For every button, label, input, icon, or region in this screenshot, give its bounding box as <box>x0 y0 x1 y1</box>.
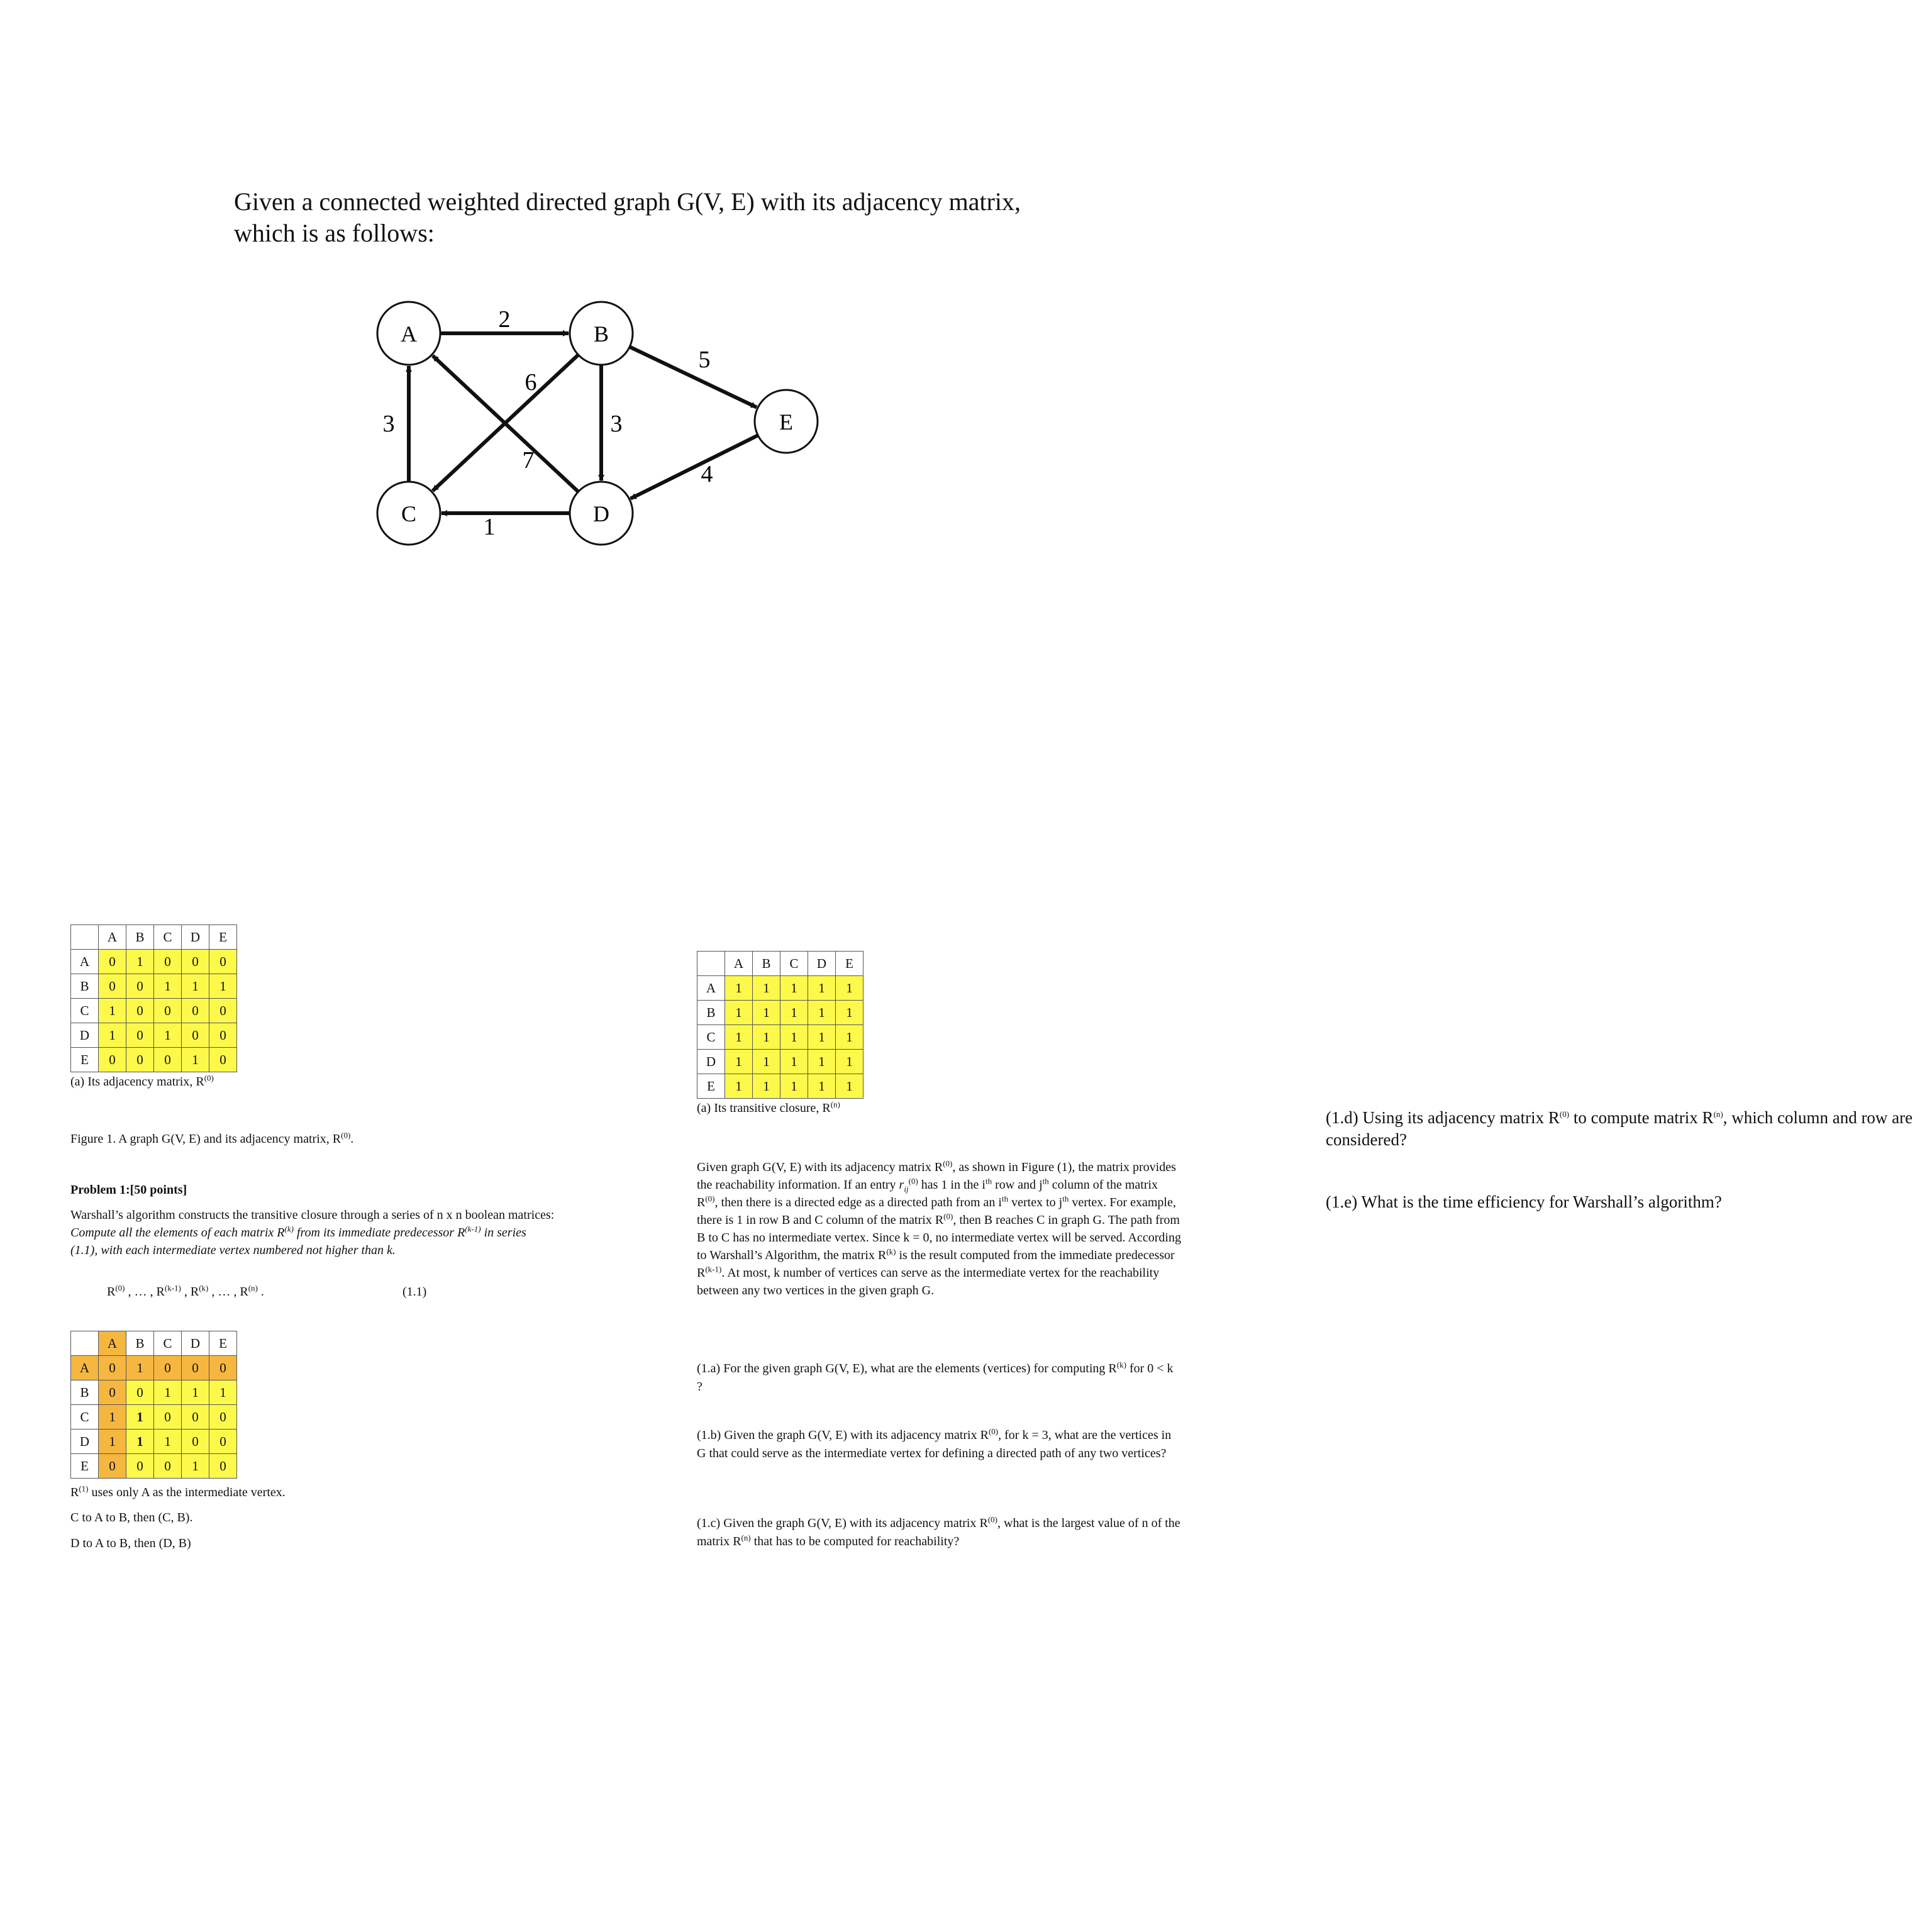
matrix-rn-block <box>697 951 863 1116</box>
matrix-cell: 0 <box>99 1048 126 1072</box>
column-header: C <box>154 1331 182 1356</box>
matrix-row <box>71 1454 237 1479</box>
matrix-cell: 0 <box>209 1023 237 1048</box>
matrix-cell: 0 <box>154 1356 182 1380</box>
matrix-cell: 1 <box>182 974 209 999</box>
intro-line-2: which is as follows: <box>234 219 435 247</box>
column-header: A <box>99 925 126 950</box>
matrix-cell: 1 <box>836 976 863 1001</box>
matrix-cell: 1 <box>780 1050 808 1074</box>
matrix-cell: 1 <box>780 976 808 1001</box>
matrix-cell: 0 <box>126 1380 154 1405</box>
column-header: A <box>99 1331 126 1356</box>
matrix-cell: 0 <box>126 999 154 1023</box>
matrix-cell: 0 <box>154 1454 182 1479</box>
matrix-cell: 0 <box>209 1356 237 1380</box>
row-header: D <box>71 1023 99 1048</box>
node-label: D <box>593 501 609 526</box>
matrix-cell: 1 <box>836 1050 863 1074</box>
matrix-cell: 1 <box>99 999 126 1023</box>
edge-weight-label: 5 <box>698 347 711 373</box>
matrix-cell: 1 <box>780 1001 808 1025</box>
matrix-cell: 1 <box>182 1048 209 1072</box>
matrix-cell: 1 <box>808 1074 836 1099</box>
row-header: A <box>697 976 725 1001</box>
matrix-r1-line-2: D to A to B, then (D, B) <box>70 1536 191 1550</box>
matrix-cell: 0 <box>126 974 154 999</box>
matrix-cell: 1 <box>126 1405 154 1430</box>
matrix-cell: 0 <box>99 1356 126 1380</box>
matrix-cell: 0 <box>182 950 209 974</box>
node-label: C <box>401 501 417 526</box>
matrix-cell: 0 <box>154 999 182 1023</box>
question-1d: (1.d) Using its adjacency matrix $R^{(0)}$ to compute matrix $R^{(n)}$, which column and row are considered? <box>1326 1108 1913 1149</box>
column-header: E <box>209 925 237 950</box>
matrix-cell: 0 <box>209 1048 237 1072</box>
matrix-cell: 1 <box>725 1050 753 1074</box>
row-header: C <box>697 1025 725 1050</box>
column-header: E <box>836 952 863 976</box>
directed-graph <box>352 289 855 566</box>
matrix-r1 <box>70 1331 237 1479</box>
row-header: C <box>71 1405 99 1430</box>
matrix-row <box>71 950 237 974</box>
matrix-r1-block <box>70 1331 286 1552</box>
column-header: D <box>808 952 836 976</box>
matrix-cell: 0 <box>209 1430 237 1454</box>
matrix-cell: 1 <box>725 1025 753 1050</box>
matrix-cell: 1 <box>154 1430 182 1454</box>
matrix-row <box>697 976 863 1001</box>
matrix-cell: 1 <box>99 1430 126 1454</box>
matrix-rn-caption: (a) Its transitive closure, $R^{(n)}$ <box>697 1099 840 1115</box>
matrix-cell: 1 <box>808 1050 836 1074</box>
matrix-cell: 0 <box>99 1380 126 1405</box>
column-header: B <box>126 925 154 950</box>
matrix-cell: 1 <box>753 1050 780 1074</box>
column-header: A <box>725 952 753 976</box>
matrix-row <box>71 1430 237 1454</box>
row-header: B <box>71 974 99 999</box>
transitive-closure-matrix <box>697 951 863 1099</box>
series-label: (1.1) <box>402 1285 427 1299</box>
matrix-row <box>71 974 237 999</box>
matrix-cell: 0 <box>182 1023 209 1048</box>
matrix-row <box>71 999 237 1023</box>
matrix-cell: 0 <box>182 1356 209 1380</box>
adjacency-matrix-r0 <box>70 924 237 1072</box>
matrix-row <box>71 1048 237 1072</box>
matrix-cell: 1 <box>154 1023 182 1048</box>
matrix-cell: 0 <box>209 999 237 1023</box>
matrix-cell: 0 <box>154 950 182 974</box>
matrix-cell: 1 <box>780 1025 808 1050</box>
matrix-cell: 1 <box>209 974 237 999</box>
matrix-cell: 1 <box>99 1023 126 1048</box>
edge-weight-label: 4 <box>701 461 713 487</box>
edge-weight-label: 6 <box>525 369 537 396</box>
matrix-row <box>71 1405 237 1430</box>
matrix-r1-note: $R^{(1)}$ uses only A as the intermediate vertex. <box>70 1484 286 1499</box>
graph-nodes <box>377 302 818 545</box>
matrix-row <box>697 1025 863 1050</box>
row-header: A <box>71 950 99 974</box>
matrix-cell: 0 <box>154 1405 182 1430</box>
matrix-cell: 0 <box>182 1430 209 1454</box>
column-header: B <box>753 952 780 976</box>
problem-description: Warshall’s algorithm constructs the transitive closure through a series of n x n boolean matrices: Compute all the elements of each matrix $R^{(k)}$ from its immediate predecessor $R^{(k-1)}$ in series (1.1), with each intermediate vertex numbered not higher than k. <box>70 1208 555 1257</box>
matrix-cell: 0 <box>126 1048 154 1072</box>
node-label: A <box>401 321 417 347</box>
matrix-cell: 1 <box>182 1380 209 1405</box>
matrix-row <box>71 1380 237 1405</box>
matrix-cell: 0 <box>126 1023 154 1048</box>
matrix-cell: 1 <box>209 1380 237 1405</box>
intro-line-1: Given a connected weighted directed graph G(V, E) with its adjacency matrix, <box>234 187 1021 216</box>
edge-e-d <box>631 435 758 499</box>
edge-weight-label: 1 <box>483 514 496 540</box>
matrix-cell: 0 <box>182 1405 209 1430</box>
matrix-cell: 0 <box>99 950 126 974</box>
matrix-cell: 0 <box>209 1405 237 1430</box>
edge-b-e <box>630 347 757 407</box>
row-header: C <box>71 999 99 1023</box>
matrix-row <box>71 1023 237 1048</box>
matrix-r1-line-1: C to A to B, then (C, B). <box>70 1511 193 1524</box>
matrix-cell: 1 <box>808 1025 836 1050</box>
row-header: E <box>71 1048 99 1072</box>
question-1c: (1.c) Given the graph G(V, E) with its adjacency matrix $R^{(0)}$, what is the largest value of n of the matrix $R^{(n)}$ that has to be computed for reachability? <box>697 1514 1180 1548</box>
row-header: E <box>697 1074 725 1099</box>
matrix-corner <box>697 952 725 976</box>
row-header: B <box>71 1380 99 1405</box>
column-header: D <box>182 1331 209 1356</box>
series-expression: $R^{(0)}$ , … , $R^{(k-1)}$ , $R^{(k)}$ , … , $R^{(n)}$ . <box>107 1283 264 1299</box>
matrix-cell: 0 <box>99 1454 126 1479</box>
edge-weight-label: 7 <box>522 447 535 474</box>
problem-title: Problem 1:[50 points] <box>70 1183 187 1197</box>
edge-weight-label: 2 <box>498 306 511 333</box>
node-label: B <box>593 321 609 347</box>
matrix-cell: 1 <box>753 1025 780 1050</box>
figure-caption: Figure 1. A graph G(V, E) and its adjacency matrix, $R^{(0)}$. <box>70 1130 354 1146</box>
matrix-cell: 0 <box>182 999 209 1023</box>
matrix-cell: 1 <box>808 976 836 1001</box>
matrix-row <box>697 1074 863 1099</box>
matrix-cell: 1 <box>753 1074 780 1099</box>
column-header: C <box>780 952 808 976</box>
matrix-cell: 0 <box>99 974 126 999</box>
matrix-r0-caption: (a) Its adjacency matrix, $R^{(0)}$ <box>70 1073 214 1089</box>
matrix-cell: 1 <box>154 974 182 999</box>
matrix-cell: 1 <box>753 976 780 1001</box>
matrix-cell: 1 <box>154 1380 182 1405</box>
matrix-corner <box>71 925 99 950</box>
matrix-cell: 1 <box>725 1074 753 1099</box>
matrix-corner <box>71 1331 99 1356</box>
matrix-cell: 0 <box>154 1048 182 1072</box>
matrix-cell: 1 <box>99 1405 126 1430</box>
column-header: B <box>126 1331 154 1356</box>
row-header: D <box>71 1430 99 1454</box>
row-header: D <box>697 1050 725 1074</box>
node-label: E <box>779 409 793 435</box>
matrix-cell: 1 <box>780 1074 808 1099</box>
column-header: C <box>154 925 182 950</box>
question-1b: (1.b) Given the graph G(V, E) with its adjacency matrix $R^{(0)}$, for k = 3, what are the vertices in G that could serve as the intermediate vertex for defining a directed path of any two vertices? <box>697 1426 1172 1460</box>
explanation-paragraph: Given graph G(V, E) with its adjacency matrix $R^{(0)}$, as shown in Figure (1), the matrix provides the reachability information. If an entry $r_{ij}^{(0)}$ has 1 in the $i^{th}$ row and $j^{th}$ column of the matrix $R^{(0)}$, then there is a directed edge as a directed path from an $i^{th}$ vertex to $j^{th}$ vertex. For example, there is 1 in row B and C column of the matrix $R^{(0)}$, then B reaches C in graph G. The path from B to C has no intermediate vertex. Since k = 0, no intermediate vertex will be served. According to Warshall’s Algorithm, the matrix $R^{(k)}$ is the result computed from the immediate predecessor $R^{(k-1)}$. At most, k number of vertices can serve as the intermediate vertex for the reachability between any two vertices in the given graph G. <box>697 1158 1181 1297</box>
matrix-cell: 0 <box>209 1454 237 1479</box>
matrix-cell: 1 <box>753 1001 780 1025</box>
matrix-cell: 1 <box>126 1356 154 1380</box>
matrix-cell: 1 <box>836 1074 863 1099</box>
question-1e: (1.e) What is the time efficiency for Warshall’s algorithm? <box>1326 1192 1722 1211</box>
row-header: E <box>71 1454 99 1479</box>
matrix-cell: 1 <box>836 1025 863 1050</box>
matrix-cell: 1 <box>126 1430 154 1454</box>
matrix-cell: 0 <box>126 1454 154 1479</box>
matrix-row <box>697 1050 863 1074</box>
matrix-row <box>71 1356 237 1380</box>
edge-weight-label: 3 <box>382 411 395 437</box>
intro-text <box>234 186 1127 249</box>
matrix-cell: 1 <box>725 976 753 1001</box>
column-header: E <box>209 1331 237 1356</box>
matrix-row <box>697 1001 863 1025</box>
matrix-cell: 1 <box>808 1001 836 1025</box>
column-header: D <box>182 925 209 950</box>
row-header: B <box>697 1001 725 1025</box>
matrix-r0-block <box>70 924 237 1089</box>
edge-weight-label: 3 <box>610 411 623 437</box>
matrix-cell: 1 <box>182 1454 209 1479</box>
matrix-cell: 1 <box>725 1001 753 1025</box>
matrix-cell: 1 <box>126 950 154 974</box>
matrix-cell: 0 <box>209 950 237 974</box>
matrix-cell: 1 <box>836 1001 863 1025</box>
question-1a: (1.a) For the given graph G(V, E), what are the elements (vertices) for computing $R^{(k)}$ for 0 < k ? <box>697 1360 1174 1394</box>
row-header: A <box>71 1356 99 1380</box>
